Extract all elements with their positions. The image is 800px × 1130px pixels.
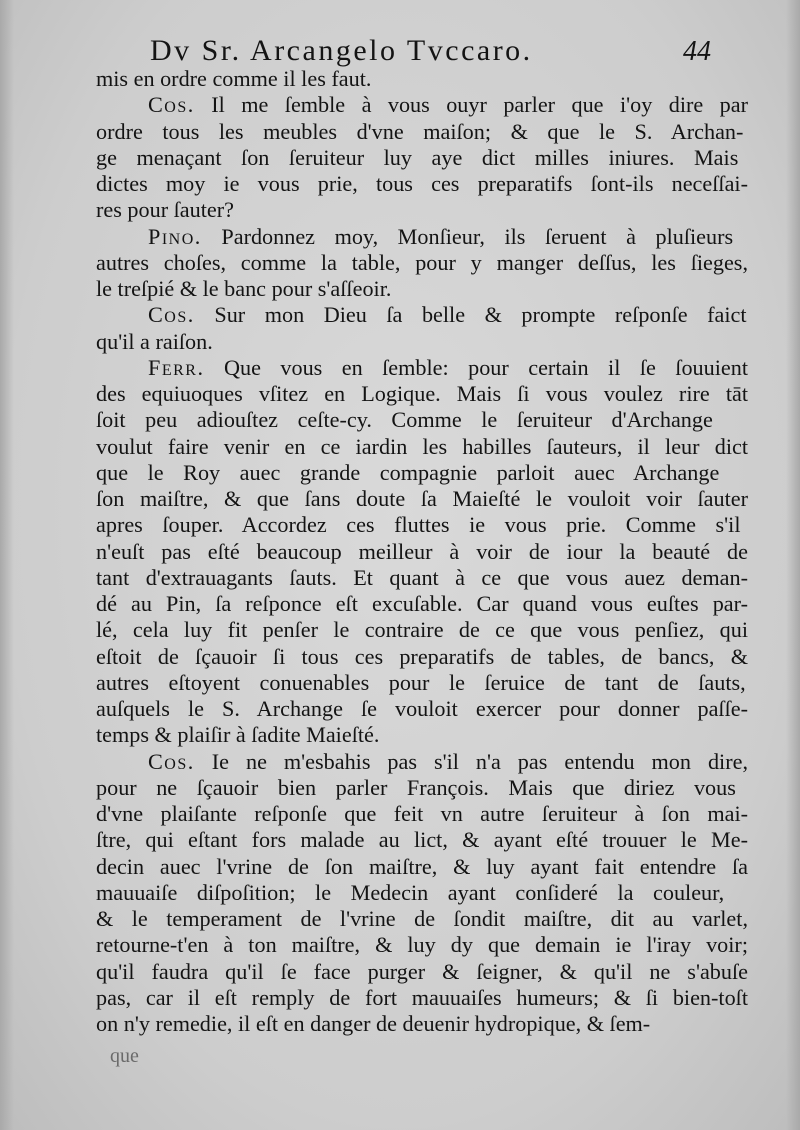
text-line: [96, 827, 748, 853]
text-line: [96, 696, 748, 722]
line-text: ge menaçant ſon ſeruiteur luy aye dict milles iniures. Mais: [96, 144, 739, 170]
line-text: dé au Pin, ſa reſponce eſt excuſable. Car quand vous euſtes par-: [96, 591, 748, 616]
line-text: ordre tous les meubles d'vne maiſon; & que le S. Archan-: [96, 118, 744, 144]
text-line: [96, 670, 748, 696]
running-head: Dv Sr. Arcangelo Tvccaro.: [150, 34, 533, 67]
line-text: & le temperament de l'vrine de ſondit maiſtre, dit au varlet,: [96, 906, 748, 931]
text-line: [96, 617, 748, 643]
speaker-name: Pino.: [148, 223, 202, 249]
paragraph: [96, 66, 748, 92]
line-text: Sur mon Dieu ſa belle & prompte reſponſe faict: [214, 302, 747, 328]
line-text: on n'y remedie, il eſt en danger de deuenir hydropique, & ſem-: [96, 1011, 651, 1036]
line-text: mis en ordre comme il les faut.: [96, 66, 372, 91]
line-text: apres ſouper. Accordez ces fluttes ie vous prie. Comme s'il: [96, 512, 741, 538]
paragraph: [96, 92, 748, 223]
text-line: [96, 854, 748, 880]
line-text: qu'il a raiſon.: [96, 328, 213, 354]
text-line: [96, 250, 748, 276]
speaker-name: Cos.: [148, 748, 195, 774]
line-text: que le Roy auec grande compagnie parloit auec Archange: [96, 459, 720, 485]
paragraph: [96, 224, 748, 303]
text-line: [96, 539, 748, 565]
line-text: Que vous en ſemble: pour certain il ſe ſouuient: [223, 354, 748, 380]
text-line: [96, 145, 748, 171]
page-edge-shadow-right: [786, 0, 800, 1130]
line-text: qu'il faudra qu'il ſe face purger & ſeigner, & qu'il ne s'abuſe: [96, 958, 748, 984]
line-text: autres choſes, comme la table, pour y manger deſſus, les ſieges,: [96, 249, 748, 275]
text-line: [96, 92, 748, 118]
body-text: [96, 66, 748, 1037]
line-text: Ie ne m'esbahis pas s'il n'a pas entendu mon dire,: [211, 748, 748, 774]
text-line: [96, 119, 748, 145]
text-line: [96, 932, 748, 958]
text-line: [96, 801, 748, 827]
text-line: [96, 224, 748, 250]
line-text: des equiuoques vſitez en Logique. Mais ſi vous voulez rire tāt: [96, 381, 748, 406]
line-text: n'euſt pas eſté beaucoup meilleur à voir de iour la beauté de: [96, 538, 748, 564]
line-text: dictes moy ie vous prie, tous ces preparatifs ſont-ils neceſſai-: [96, 171, 748, 196]
line-text: ſtre, qui eſtant fors malade au lict, & ayant eſté trouuer le Me-: [96, 827, 748, 853]
text-line: [96, 276, 748, 302]
text-line: [96, 959, 748, 985]
line-text: decin auec l'vrine de ſon maiſtre, & luy ayant fait entendre ſa: [96, 853, 748, 879]
catchword: que: [110, 1045, 139, 1067]
text-line: [96, 197, 748, 223]
text-line: [96, 565, 748, 591]
text-line: [96, 434, 748, 460]
line-text: le treſpié & le banc pour s'aſſeoir.: [96, 276, 392, 301]
text-line: [96, 66, 748, 92]
text-line: [96, 302, 748, 328]
text-line: [96, 591, 748, 617]
speaker-name: Cos.: [148, 92, 195, 118]
page-number: 44: [683, 36, 711, 67]
line-text: ſoit peu adiouſtez ceſte-cy. Comme le ſeruiteur d'Archange: [96, 407, 713, 433]
line-text: temps & plaiſir à ſadite Maieſté.: [96, 722, 380, 748]
text-line: [96, 171, 748, 197]
text-line: [96, 906, 748, 932]
text-line: [96, 985, 748, 1011]
line-text: autres eſtoyent conuenables pour le ſeruice de tant de ſauts,: [96, 669, 746, 695]
line-text: Il me ſemble à vous ouyr parler que i'oy dire par: [211, 92, 748, 118]
paragraph: [96, 355, 748, 749]
paragraph: [96, 302, 748, 355]
text-line: [96, 486, 748, 512]
line-text: voulut faire venir en ce iardin les habilles ſauteurs, il leur dict: [96, 433, 748, 459]
text-line: [96, 355, 748, 381]
text-line: [96, 329, 748, 355]
text-line: [96, 381, 748, 407]
text-line: [96, 512, 748, 538]
page-edge-shadow-left: [0, 0, 14, 1130]
line-text: eſtoit de ſçauoir ſi tous ces preparatifs de tables, de bancs, &: [96, 643, 748, 669]
line-text: res pour ſauter?: [96, 197, 234, 223]
line-text: auſquels le S. Archange ſe vouloit exercer pour donner paſſe-: [96, 696, 748, 721]
speaker-name: Cos.: [148, 302, 195, 328]
line-text: mauuaiſe diſpoſition; le Medecin ayant conſideré la couleur,: [96, 879, 725, 905]
speaker-name: Ferr.: [148, 354, 205, 380]
line-text: ſon maiſtre, & que ſans doute ſa Maieſté le vouloit voir ſauter: [96, 486, 748, 511]
paragraph: [96, 749, 748, 1038]
line-text: retourne-t'en à ton maiſtre, & luy dy que demain ie l'iray voir;: [96, 932, 748, 958]
line-text: Pardonnez moy, Monſieur, ils ſeruent à pluſieurs: [221, 223, 734, 249]
text-line: [96, 407, 748, 433]
text-line: [96, 1011, 748, 1037]
line-text: tant d'extrauagants ſauts. Et quant à ce que vous auez deman-: [96, 564, 748, 590]
text-line: [96, 722, 748, 748]
text-line: [96, 880, 748, 906]
text-line: [96, 775, 748, 801]
line-text: pas, car il eſt remply de fort mauuaiſes humeurs; & ſi bien-toſt: [96, 984, 748, 1010]
line-text: d'vne plaiſante reſponſe que feit vn autre ſeruiteur à ſon mai-: [96, 801, 748, 826]
text-line: [96, 749, 748, 775]
text-line: [96, 644, 748, 670]
text-line: [96, 460, 748, 486]
line-text: pour ne ſçauoir bien parler François. Mais que diriez vous: [96, 774, 736, 800]
line-text: lé, cela luy fit penſer le contraire de ce que vous penſiez, qui: [96, 617, 748, 643]
